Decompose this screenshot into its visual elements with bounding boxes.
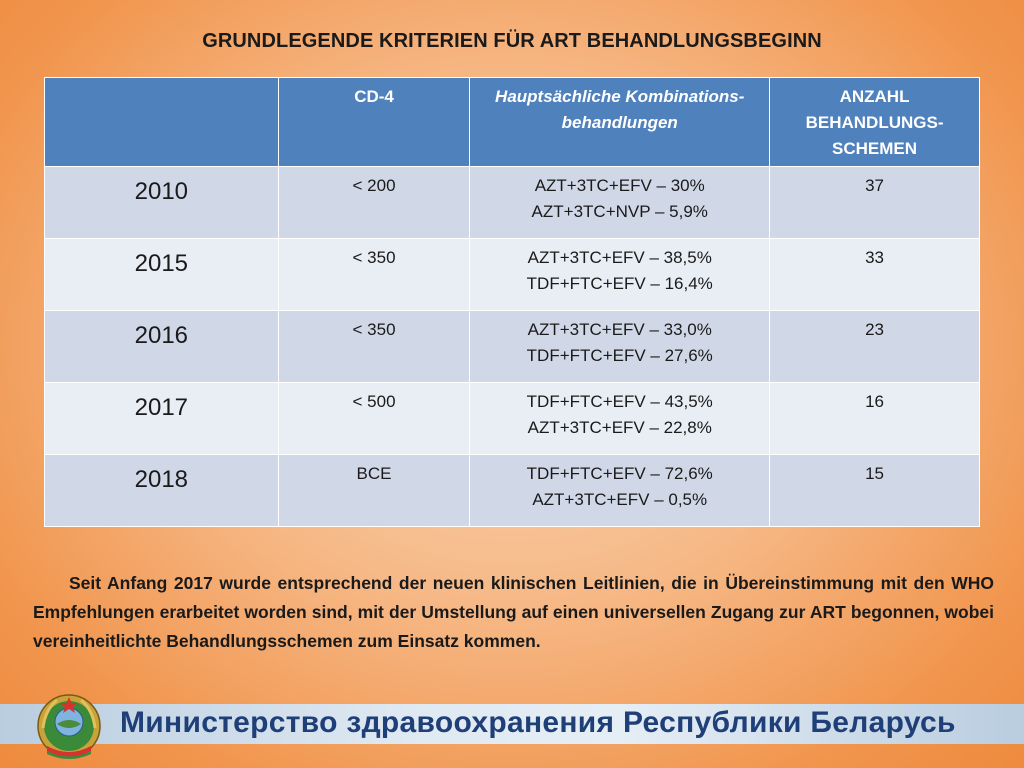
header-year: [45, 78, 279, 167]
count-cell: 15: [770, 455, 980, 527]
combination-cell: [470, 311, 770, 383]
year-cell: 2015: [45, 239, 279, 311]
combination-line: AZT+3TC+EFV – 38,5%: [527, 248, 712, 267]
combination-line: TDF+FTC+EFV – 27,6%: [526, 346, 713, 365]
combination-cell: [470, 455, 770, 527]
count-cell: 16: [770, 383, 980, 455]
count-cell: 23: [770, 311, 980, 383]
cd4-cell: < 350: [278, 239, 470, 311]
cd4-cell: < 350: [278, 311, 470, 383]
header-cd4: CD-4: [278, 78, 470, 167]
year-cell: 2018: [45, 455, 279, 527]
table-row: [45, 311, 980, 383]
combination-line: TDF+FTC+EFV – 72,6%: [526, 464, 713, 483]
cd4-cell: < 500: [278, 383, 470, 455]
cd4-cell: BCE: [278, 455, 470, 527]
info-paragraph: Seit Anfang 2017 wurde entsprechend der neuen klinischen Leitlinien, die in Übereinstimmung mit den WHO Empfehlungen erarbeitet worden sind, mit der Umstellung auf einen universellen Zugang zur ART begonnen, wobei vereinheitlichte Behandlungsschemen zum Einsatz kommen.: [33, 573, 994, 651]
combination-line: AZT+3TC+EFV – 22,8%: [527, 418, 712, 437]
count-cell: 33: [770, 239, 980, 311]
coat-of-arms-icon: [33, 688, 105, 760]
table-row: [45, 239, 980, 311]
year-cell: 2010: [45, 167, 279, 239]
count-cell: 37: [770, 167, 980, 239]
combination-line: TDF+FTC+EFV – 16,4%: [526, 274, 713, 293]
slide-title: GRUNDLEGENDE KRITERIEN FÜR ART BEHANDLUNGSBEGINN: [202, 30, 822, 52]
combination-line: AZT+3TC+EFV – 30%: [534, 176, 705, 195]
combination-line: AZT+3TC+NVP – 5,9%: [531, 202, 708, 221]
combination-cell: [470, 239, 770, 311]
table-row: [45, 455, 980, 527]
header-combinations: Hauptsächliche Kombinations-behandlungen: [470, 78, 770, 167]
combination-line: AZT+3TC+EFV – 33,0%: [527, 320, 712, 339]
criteria-table: [44, 77, 980, 527]
combination-line: AZT+3TC+EFV – 0,5%: [532, 490, 708, 509]
year-cell: 2016: [45, 311, 279, 383]
table-row: [45, 383, 980, 455]
cd4-cell: < 200: [278, 167, 470, 239]
year-cell: 2017: [45, 383, 279, 455]
header-count: ANZAHL BEHANDLUNGS-SCHEMEN: [770, 78, 980, 167]
table-header-row: [45, 78, 980, 167]
table-row: [45, 167, 980, 239]
combination-cell: [470, 167, 770, 239]
combination-line: TDF+FTC+EFV – 43,5%: [526, 392, 713, 411]
combination-cell: [470, 383, 770, 455]
ministry-name: Министерство здравоохранения Республики Беларусь: [120, 706, 956, 739]
